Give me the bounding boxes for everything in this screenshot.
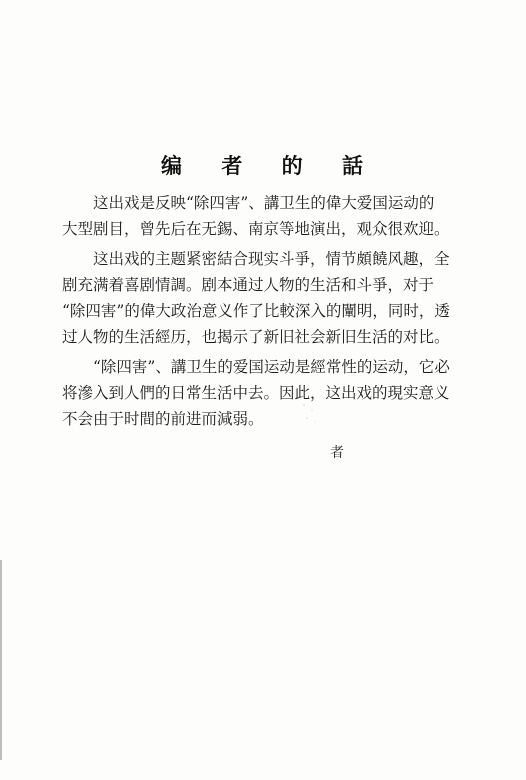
scan-speckle — [300, 400, 318, 426]
paragraph-line: 不会由于时間的前进而減弱。 — [62, 410, 264, 428]
signature: 者 — [330, 445, 344, 461]
paragraph-2 — [62, 246, 462, 350]
page-title: 编 者 的 話 — [161, 153, 379, 178]
paragraph-line: “除四害”的偉大政治意义作了比較深入的闡明，同时，透 — [62, 302, 450, 320]
paragraph-line: 过人物的生活經历，也揭示了新旧社会新旧生活的对比。 — [62, 328, 450, 346]
paragraph-line: “除四害”、講卫生的爱国运动是經常性的运动，它必 — [93, 358, 450, 376]
paragraph-line: 这出戏是反映“除四害”、講卫生的偉大爱国运动的 — [93, 194, 435, 212]
paragraph-line: 将滲入到人們的日常生活中去。因此，这出戏的現实意义 — [62, 384, 450, 402]
paragraph-line: 大型剧目，曾先后在无錫、南京等地演出，观众很欢迎。 — [62, 220, 450, 238]
paragraph-line: 这出戏的主题紧密結合现实斗爭，情节頗饒风趣，全 — [93, 250, 450, 268]
paragraph-line: 剧充满着喜剧情調。剧本通过人物的生活和斗爭，对于 — [62, 276, 435, 294]
paragraph-3 — [62, 354, 462, 432]
editor-note-body — [62, 190, 462, 436]
binding-edge — [0, 560, 2, 760]
paragraph-1 — [62, 190, 462, 242]
